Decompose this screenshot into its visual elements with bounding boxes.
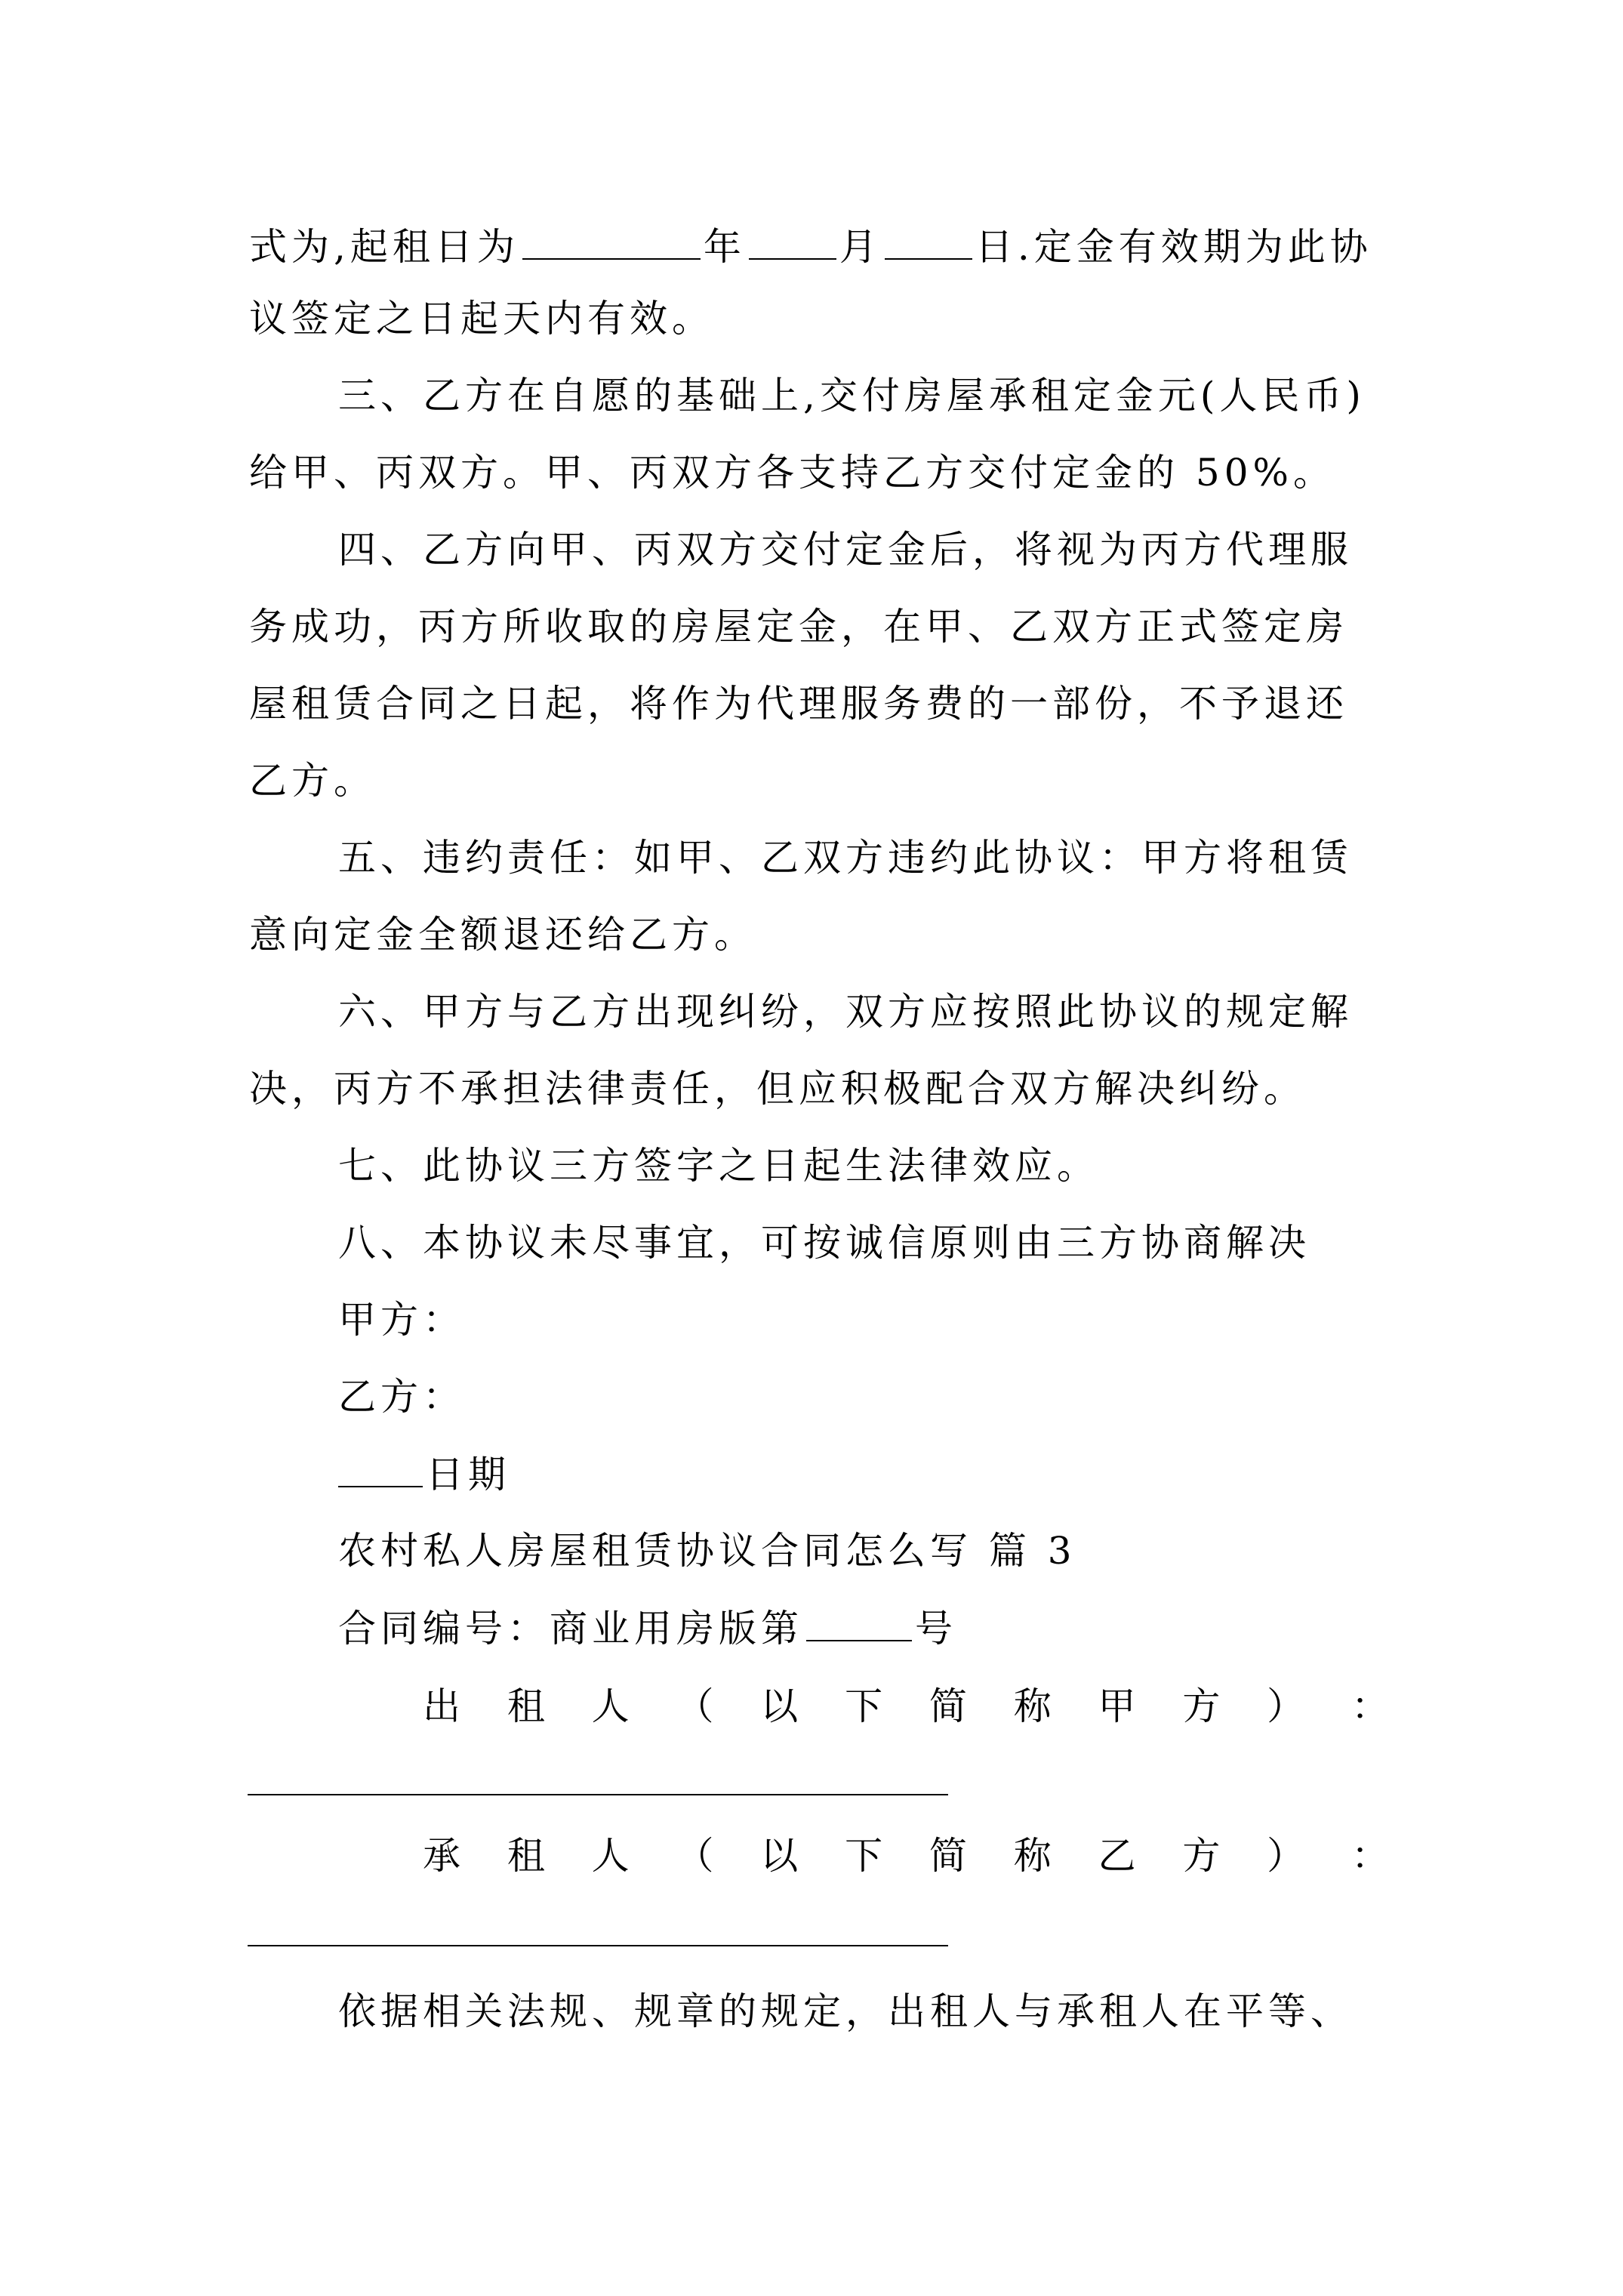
lessor-char: 出	[423, 1684, 460, 1728]
lessor-line	[423, 1684, 1389, 1729]
lessor-char: （	[676, 1684, 714, 1728]
paragraph-line-2: 议签定之日起天内有效。	[249, 297, 714, 341]
lessor-char: 人	[591, 1684, 630, 1728]
clause-4-line-3: 屋租赁合同之日起，将作为代理服务费的一部份，不予退还	[249, 682, 1348, 726]
contract-number-suffix: 号	[915, 1607, 957, 1650]
date-line	[338, 1451, 510, 1497]
clause-8: 八、本协议未尽事宜，可按诚信原则由三方协商解决	[338, 1221, 1310, 1265]
lessee-char: 称	[1013, 1834, 1052, 1878]
paragraph-line-1	[249, 223, 1372, 270]
deposit-validity-label: 日.定金有效期为此协	[975, 225, 1372, 269]
section-title: 农村私人房屋租赁协议合同怎么写 篇 3	[338, 1529, 1076, 1573]
preamble-line: 依据相关法规、规章的规定，出租人与承租人在平等、	[338, 1989, 1353, 2033]
lessee-char: 简	[929, 1834, 967, 1878]
lessee-char: 下	[845, 1834, 883, 1878]
day-blank	[885, 223, 972, 260]
date-blank	[338, 1451, 423, 1487]
start-date-label: 式为,起租日为	[249, 225, 519, 269]
party-a-signature: 甲方：	[338, 1298, 465, 1342]
lessor-char: 简	[929, 1684, 967, 1728]
clause-5-line-1: 五、违约责任：如甲、乙双方违约此协议：甲方将租赁	[338, 836, 1353, 880]
lessee-char: 以	[760, 1834, 799, 1878]
year-blank	[522, 223, 701, 260]
lessor-blank-rule	[248, 1794, 948, 1795]
lessee-char: 人	[591, 1834, 630, 1878]
lessor-char: 称	[1013, 1684, 1052, 1728]
lessee-char: 承	[423, 1834, 460, 1878]
clause-4-line-4: 乙方。	[249, 759, 376, 803]
clause-5-line-2: 意向定金全额退还给乙方。	[249, 913, 756, 957]
lessee-char: 方	[1182, 1834, 1221, 1878]
lessor-char: 下	[845, 1684, 883, 1728]
contract-number-label: 合同编号：商业用房版第	[338, 1607, 803, 1650]
lessor-char: ）	[1267, 1684, 1305, 1728]
clause-7: 七、此协议三方签字之日起生法律效应。	[338, 1144, 1099, 1188]
lessee-char: （	[676, 1834, 714, 1878]
lessor-char: 以	[760, 1684, 799, 1728]
clause-4-line-2: 务成功，丙方所收取的房屋定金，在甲、乙双方正式签定房	[249, 605, 1348, 649]
lessee-char: 租	[507, 1834, 545, 1878]
lessor-char: 租	[507, 1684, 545, 1728]
party-b-signature: 乙方：	[338, 1375, 465, 1419]
year-label: 年	[703, 225, 746, 269]
contract-number-blank	[806, 1605, 912, 1641]
lessee-blank-rule	[248, 1945, 948, 1946]
month-blank	[749, 223, 836, 260]
month-label: 月	[839, 225, 882, 269]
clause-6-line-2: 决，丙方不承担法律责任，但应积极配合双方解决纠纷。	[249, 1067, 1306, 1111]
lessee-char: ）	[1267, 1834, 1305, 1878]
lessor-char: 甲	[1098, 1684, 1136, 1728]
clause-3-line-2: 给甲、丙双方。甲、丙双方各支持乙方交付定金的 50%。	[249, 451, 1336, 495]
date-label: 日期	[426, 1453, 510, 1496]
lessor-char: 方	[1182, 1684, 1221, 1728]
clause-3-line-1: 三、乙方在自愿的基础上,交付房屋承租定金元(人民币)	[338, 374, 1366, 418]
lessor-char: ：	[1350, 1684, 1389, 1728]
lessee-line	[423, 1833, 1389, 1878]
clause-6-line-1: 六、甲方与乙方出现纠纷，双方应按照此协议的规定解	[338, 990, 1353, 1034]
lessee-char: 乙	[1098, 1834, 1136, 1878]
lessee-char: ：	[1350, 1834, 1389, 1878]
contract-number-line	[338, 1605, 957, 1651]
clause-4-line-1: 四、乙方向甲、丙双方交付定金后，将视为丙方代理服	[338, 528, 1353, 572]
